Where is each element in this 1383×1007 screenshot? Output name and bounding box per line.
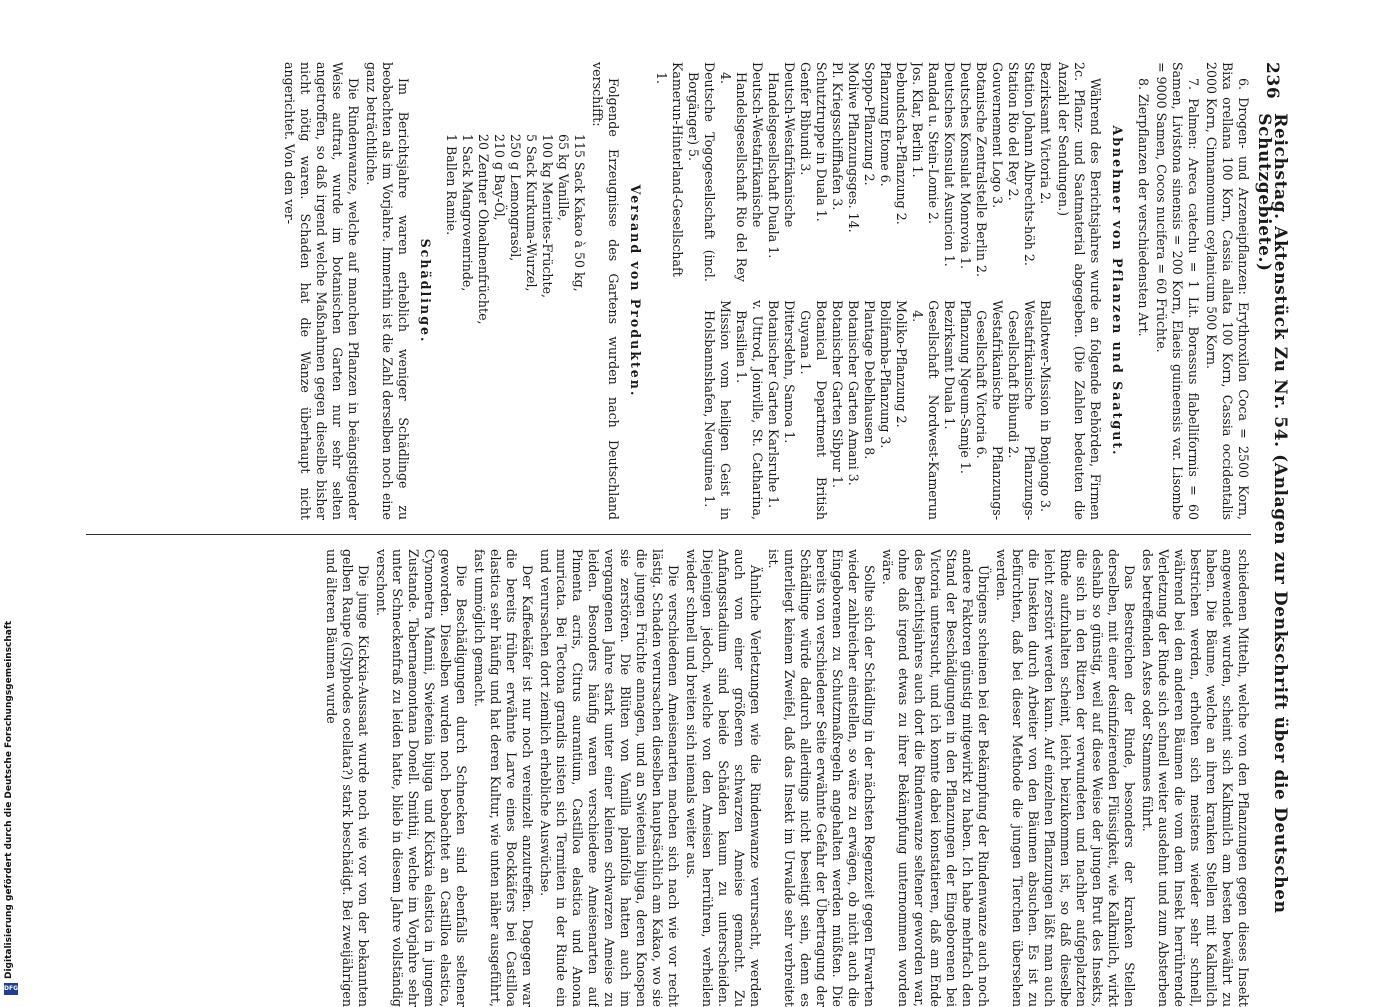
list-item: Bezirksamt Victoria 2. — [1038, 62, 1053, 205]
list-item: Randad u. Stein-Lomie 2. — [926, 62, 941, 225]
list-item: Pl. Kriegsschiffhafen 3. — [830, 62, 845, 211]
right-column — [81, 549, 1251, 1007]
list-item: Westafrikanische Pflanzungs-Gesellschaft Bibundi 2. — [1006, 300, 1037, 520]
list-item: Deutsch-Westafrikanische Handelsgesellschaft Duala 1. — [766, 62, 797, 259]
list-item: 5 Sack Kurkuma-Wurzel, — [524, 134, 539, 292]
paragraph: 8. Zierpflanzen der verschiedensten Art. — [1136, 78, 1151, 337]
list-item: Botanischer Garten Karlsruhe 1. — [766, 300, 781, 509]
list-item: Botanischer Garten Sibpur 1. — [830, 300, 845, 488]
list-item: 1 Ballen Ramie. — [444, 134, 459, 236]
page-header — [1254, 62, 1290, 1007]
list-item: Botanical Department British Guyana 1. — [798, 300, 829, 520]
list-item: 20 Zentner Ohoalmenfrüchte, — [476, 134, 491, 325]
list-item: Deutsches Konsulat Asuncion 1. — [942, 62, 957, 267]
list-item: Station Rio del Rey 2. — [1006, 62, 1021, 201]
column-divider — [86, 534, 1251, 535]
list-item: Debundscha-Pflanzung 2. — [894, 62, 909, 225]
left-column — [81, 62, 1251, 520]
paragraph: Das Bestreichen der Rinde, besonders der kranken Stellen derselben, mit einer desinfizierenden Flüssigkeit, wie Kalkmilch, wirkt deshalb so günstig, weil auf diese Weise der jungen Brut des Insekts, die sich in den Ritzen der verwundeten und nachher aufgeplatzten Rinde aufzuhalten scheint, leicht beizukommen ist, so daß dieselbe leicht zerstört werden kann. Auf einzelnen Pflanzungen läßt man auch die Insekten durch Arbeiter von den Bäumen absuchen. Es ist zu befürchten, daß bei dieser Methode die jungen Tierchen übersehen werden. — [994, 549, 1137, 1007]
dfg-logo-icon: DFG — [4, 983, 18, 995]
list-item: 115 Sack Kakao à 50 kg, — [572, 134, 587, 292]
list-item: 65 kg Vanille, — [556, 134, 571, 221]
list-item: Pflanzung Ngeum-Samje 1. — [958, 300, 973, 474]
list-item: 250 g Lemongrasöl, — [508, 134, 523, 262]
page-title: Reichstag. Aktenstück Zu Nr. 54. (Anlagen zur Denkschrift über die Deutschen Schutzgebiete.) — [1254, 113, 1290, 914]
list-item: Soppo-Pflanzung 2. — [862, 62, 877, 186]
digitization-imprint — [4, 605, 18, 995]
paragraph: Die Rindenwanze, welche auf manchen Pflanzen in beängstigender Weise auftrat, wurde im botanischen Garten nur sehr selten angetroffen, so daß irgend welche Maßnahmen gegen dieselbe bisher nicht nötig waren. Schaden hat die Wanze überhaupt nicht angerichtet. Von den ver- — [282, 62, 361, 520]
list-item: Moliwe Pflanzungsges. 14. — [846, 62, 861, 233]
paragraph: Folgende Erzeugnisse des Gartens wurden nach Deutschland verschifft: — [590, 62, 621, 520]
imprint-text: Digitalisierung gefördert durch die Deutsche Forschungsgemeinschaft — [4, 620, 14, 979]
section-heading: Versand von Produkten. — [628, 184, 643, 398]
list-item: Dittersdehn, Samoa 1. — [782, 300, 797, 444]
list-item: Botanischer Garten Amani 3. — [846, 300, 861, 486]
paragraph: Sollte sich der Schädling in der nächsten Regenzeit gegen Erwarten wieder zahlreicher einstellen, so wäre zu erwägen, ob nicht auch die Eingeborenen zu Schutzmaßregeln angehalten werden müßten. Die bereits von verschiedener Seite erwähnte Gefahr der Übertragung der Schädlinge würde dadurch allerdings nicht beseitigt sein, denn es unterliegt keinem Zweifel, daß das Insekt im Urwalde sehr verbreitet ist. — [766, 549, 877, 1007]
list-item: Bolifamba-Pflanzung 3. — [878, 300, 893, 449]
recipient-list-left — [653, 62, 1053, 282]
list-item: Pflanzung Etome 6. — [878, 62, 893, 187]
list-item: Botanische Zentralstelle Berlin 2. — [974, 62, 989, 277]
list-item: 100 kg Menrites-Früchte, — [540, 134, 555, 299]
paragraph: Übrigens scheinen bei der Bekämpfung der Rindenwanze auch noch andere Faktoren günstig mitgewirkt zu haben. Ich habe mehrfach den Stand der Beschädigungen in den Pflanzungen der Eingeborenen bei Victoria untersucht, und ich konnte dabei konstatieren, daß am Ende des Berichtsjahres auch dort die Rindenwanze seltener geworden war, ohne daß irgend etwas zu ihrer Bekämpfung unternommen worden wäre. — [880, 549, 991, 1007]
recipient-list — [653, 62, 1053, 520]
list-item: Westafrikanische Pflanzungs-Gesellschaft Victoria 6. — [974, 300, 1005, 520]
paragraph: 6. Drogen- und Arzeneipflanzen: Erythroxilon Coca = 2500 Korn, Bixa orellana 100 Korn, Cassia allata 100 Korn, Cassia occidentalis 2000 Korn, Cinnamomum ceylanicum 500 Korn. — [1204, 62, 1251, 520]
product-list — [443, 62, 587, 520]
rotated-document-page — [73, 62, 1290, 1007]
list-item: Bezirksamt Duala 1. — [942, 300, 957, 430]
list-item: Gesellschaft Nordwest-Kamerun 4. — [910, 300, 941, 520]
recipient-list-right — [653, 300, 1053, 520]
paragraph: Im Berichtsjahre waren erheblich weniger Schädlinge zu beobachten als im Vorjahre. Immerhin ist die Zahl derselben noch eine ganz beträchtliche. — [364, 62, 411, 520]
list-item: Moliko-Pflanzung 2. — [894, 300, 909, 428]
list-item: Plantage Debelhausen 8. — [862, 300, 877, 460]
list-item: Deutsch-Westafrikanische Handelsgesellschaft Rio del Rey 4. — [718, 62, 765, 282]
paragraph: Die Beschädigungen durch Schnecken sind ebenfalls seltener geworden. Dieselben wurden noch beobachtet an Castilloa elastica, Cynometra Mannii, Swietenia bijuga und Kickxia elastica in jungem Zustande. Tabernaemontana Donell. Smithii, welche im Vorjahre sehr unter Schneckenfraß zu leiden hatte, blieb in diesem Jahre vollständig verschont. — [374, 549, 469, 1007]
paragraph: Der Kaffeekäfer ist nur noch vereinzelt anzutreffen. Dagegen war die bereits früher erwähnte Larve eines Bockkäfers bei Castilloa elastica sehr häufig und hat deren Kultur, wie unten näher ausgeführt, fast unmöglich gemacht. — [472, 549, 535, 1007]
list-item: Genfer Bibundi 3. — [798, 62, 813, 176]
list-item: Gouvernement Logo 3. — [990, 62, 1005, 209]
paragraph: Die junge Kickxia-Aussaat wurde noch wie vor von der bekannten gelben Raupe (Glyphodes ocellata?) stark beschädigt. Bei zweijährigen und älteren Bäumen wurde — [324, 549, 371, 1007]
section-heading: Schädlinge. — [418, 238, 433, 344]
paragraph: 7. Palmen: Areca catechu = 1 Lit. Borassus flabelliformis = 60 Samen, Livistona sinensis = 200 Korn, Elaeis guineensis var. Lisombe = 9000 Samen, Cocos nucifera = 60 Früchte. — [1154, 62, 1201, 520]
list-item: Kamerun-Hinterland-Gesellschaft 1. — [654, 62, 685, 277]
section-heading: Abnehmer von Pflanzen und Saatgut. — [1110, 125, 1125, 457]
list-item: Schutztruppe in Duala 1. — [814, 62, 829, 222]
list-item: 1 Sack Mangrovenrinde, — [460, 134, 475, 292]
paragraph: Ähnliche Verletzungen wie die Rindenwanze verursacht, werden auch von einer größeren schwarzen Ameise gemacht. Zu Anfangsstadium sind beide Schäden kaum zu unterscheiden. Diejenigen jedoch, welche von den Ameisen herrühren, verheilen wieder schnell und breiten sich niemals weiter aus. — [684, 549, 763, 1007]
list-item: 210 g Bay-Öl, — [492, 134, 507, 221]
list-item: Jos. Klar, Berlin 1. — [910, 62, 925, 178]
list-item: Deutsches Konsulat Monrovia 1. — [958, 62, 973, 270]
list-item: v. Uttrod, Joinville, St. Catharina, Brasilien 1. — [734, 300, 765, 520]
paragraph: Die verschiedenen Ameisenarten machen sich nach wie vor recht lästig. Schaden verursachen dieselben hauptsächlich am Kakao, wo sie die jungen Früchte annagen, und an Swietenia bijuga, deren Knospen sie zerstören. Die Blüten von Vanilla planifolia hatten auch im vergangenen Jahre stark unter einer kleinen schwarzen Ameise zu leiden. Besonders häufig waren verschiedene Ameisenarten auf Pimenta acris, Citrus aurantium, Castilloa elastica und Anona muricata. Bei Tectona grandis nisten sich Termiten in der Rinde ein und verursachen dort ziemlich erhebliche Auswüchse. — [538, 549, 681, 1007]
list-item: Station Johann Albrechts-höh 2. — [1022, 62, 1037, 266]
list-item: Ballotwer-Mission in Bonjongo 3. — [1038, 300, 1053, 513]
page-number: 236 — [1262, 62, 1282, 100]
list-item: Deutsche Togogesellschaft (incl. Borgänger) 5. — [686, 62, 717, 282]
list-item: Mission vom heiligen Geist in Holsbannshafen, Neuguinea 1. — [702, 300, 733, 520]
paragraph: Während des Berichtsjahres wurde an folgende Behörden, Firmen 2c. Pflanz- und Saatmaterial abgegeben. (Die Zahlen bedeuten die Anzahl der Sendungen.) — [1056, 62, 1103, 520]
paragraph: schiedenen Mitteln, welche von den Pflanzungen gegen dieses Insekt angewendet wurden, scheint sich Kalkmilch am besten bewährt zu haben. Die Bäume, welche an ihren kranken Stellen mit Kalkmilch bestrichen werden, erholten sich meistens wieder sehr schnell, während bei den anderen Bäumen die vom dem Insekt herrührende Verletzung der Rinde sich schnell weiter ausdehnt und zum Absterben des betreffenden Astes oder Stammes führt. — [1140, 549, 1251, 1007]
